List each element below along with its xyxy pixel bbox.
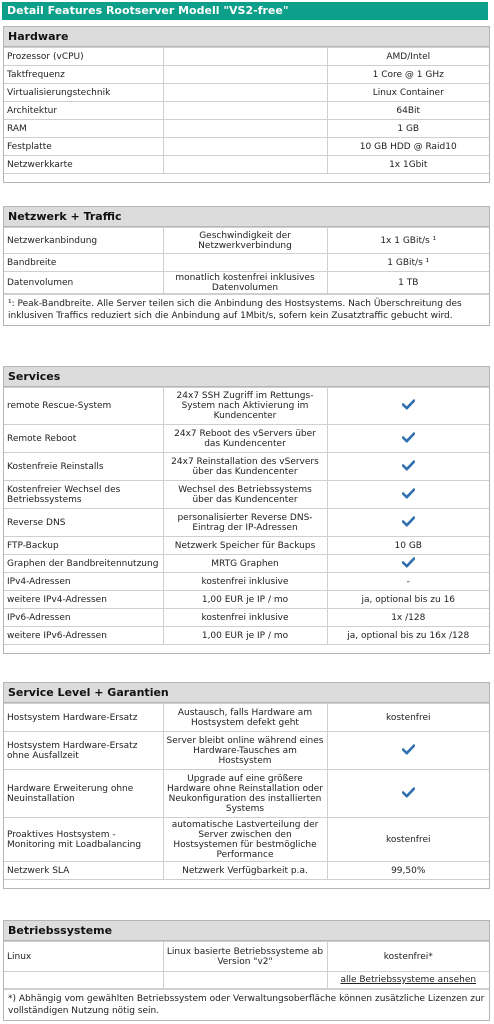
checkmark-icon bbox=[402, 399, 415, 410]
os-footnote: *) Abhängig vom gewählten Betriebssystem oder Verwaltungsoberfläche können zusätzliche Lizenzen zur vollständigen Nutzung nötig sein. bbox=[4, 989, 489, 1020]
row-description: 24x7 Reboot des vServers über das Kundencenter bbox=[163, 425, 327, 453]
os-link-empty-2 bbox=[163, 972, 327, 988]
row-value: kostenfrei bbox=[327, 704, 489, 732]
os-link-row bbox=[4, 972, 489, 989]
table-row bbox=[4, 573, 489, 591]
table-row bbox=[4, 862, 489, 880]
row-value: 1 GB bbox=[327, 120, 489, 138]
row-label: IPv4-Adressen bbox=[4, 573, 163, 591]
row-label: Prozessor (vCPU) bbox=[4, 48, 163, 66]
row-label: Remote Reboot bbox=[4, 425, 163, 453]
checkmark-icon bbox=[402, 516, 415, 527]
row-label: Taktfrequenz bbox=[4, 66, 163, 84]
row-label: Netzwerkanbindung bbox=[4, 228, 163, 254]
table-row bbox=[4, 425, 489, 453]
hardware-section bbox=[3, 26, 490, 183]
row-description: Austausch, falls Hardware am Hostsystem defekt geht bbox=[163, 704, 327, 732]
table-row bbox=[4, 84, 489, 102]
row-label: Datenvolumen bbox=[4, 272, 163, 294]
row-label: FTP-Backup bbox=[4, 537, 163, 555]
table-row bbox=[4, 138, 489, 156]
table-row bbox=[4, 120, 489, 138]
row-value bbox=[327, 509, 489, 537]
row-description: Server bleibt online während eines Hardware-Tausches am Hostsystem bbox=[163, 732, 327, 770]
row-label: Hostsystem Hardware-Ersatz bbox=[4, 704, 163, 732]
table-row bbox=[4, 942, 489, 972]
checkmark-icon bbox=[402, 787, 415, 798]
row-description: 1,00 EUR je IP / mo bbox=[163, 591, 327, 609]
table-row bbox=[4, 704, 489, 732]
row-label: Linux bbox=[4, 942, 163, 972]
page-title: Detail Features Rootserver Modell "VS2-free" bbox=[2, 2, 488, 20]
hardware-heading: Hardware bbox=[4, 27, 489, 47]
row-description bbox=[163, 156, 327, 174]
row-value: ja, optional bis zu 16x /128 bbox=[327, 627, 489, 645]
row-description bbox=[163, 138, 327, 156]
row-label: Architektur bbox=[4, 102, 163, 120]
row-description: Netzwerk Verfügbarkeit p.a. bbox=[163, 862, 327, 880]
row-description: 1,00 EUR je IP / mo bbox=[163, 627, 327, 645]
row-description: 24x7 Reinstallation des vServers über das Kundencenter bbox=[163, 453, 327, 481]
row-description bbox=[163, 102, 327, 120]
row-value: AMD/Intel bbox=[327, 48, 489, 66]
table-row bbox=[4, 627, 489, 645]
table-row bbox=[4, 156, 489, 174]
table-row bbox=[4, 555, 489, 573]
row-label: RAM bbox=[4, 120, 163, 138]
row-description: Geschwindigkeit der Netzwerkverbindung bbox=[163, 228, 327, 254]
checkmark-icon bbox=[402, 744, 415, 755]
row-description: Upgrade auf eine größere Hardware ohne Reinstallation oder Neukonfiguration des installierten Systems bbox=[163, 770, 327, 818]
row-value bbox=[327, 555, 489, 573]
network-table bbox=[4, 227, 489, 294]
row-description: Linux basierte Betriebssysteme ab Version "v2" bbox=[163, 942, 327, 972]
row-value bbox=[327, 453, 489, 481]
row-description: Netzwerk Speicher für Backups bbox=[163, 537, 327, 555]
row-value: - bbox=[327, 573, 489, 591]
os-link-cell bbox=[327, 972, 489, 988]
row-value bbox=[327, 770, 489, 818]
os-heading: Betriebssysteme bbox=[4, 921, 489, 941]
table-row bbox=[4, 770, 489, 818]
row-description bbox=[163, 66, 327, 84]
row-description bbox=[163, 84, 327, 102]
row-description: monatlich kostenfrei inklusives Datenvolumen bbox=[163, 272, 327, 294]
table-row bbox=[4, 48, 489, 66]
table-row bbox=[4, 272, 489, 294]
row-description: MRTG Graphen bbox=[163, 555, 327, 573]
row-value: ja, optional bis zu 16 bbox=[327, 591, 489, 609]
row-value: 1x 1Gbit bbox=[327, 156, 489, 174]
row-value: 1 GBit/s ¹ bbox=[327, 254, 489, 272]
row-label: Proaktives Hostsystem - Monitoring mit Loadbalancing bbox=[4, 818, 163, 862]
row-value: 10 GB HDD @ Raid10 bbox=[327, 138, 489, 156]
row-label: Netzwerkkarte bbox=[4, 156, 163, 174]
row-value: 99,50% bbox=[327, 862, 489, 880]
network-footnote: ¹: Peak-Bandbreite. Alle Server teilen sich die Anbindung des Hostsystems. Nach Überschreitung des inklusiven Traffics reduziert sich die Anbindung auf 1Mbit/s, sofern kein Zusatztraffic gebucht wird. bbox=[4, 294, 489, 325]
table-row bbox=[4, 481, 489, 509]
os-link-empty-1 bbox=[4, 972, 163, 988]
row-label: Netzwerk SLA bbox=[4, 862, 163, 880]
row-label: Virtualisierungstechnik bbox=[4, 84, 163, 102]
row-label: Hardware Erweiterung ohne Neuinstallation bbox=[4, 770, 163, 818]
table-row bbox=[4, 609, 489, 627]
checkmark-icon bbox=[402, 432, 415, 443]
row-value: 1x 1 GBit/s ¹ bbox=[327, 228, 489, 254]
services-section bbox=[3, 366, 490, 654]
row-description bbox=[163, 48, 327, 66]
table-row bbox=[4, 453, 489, 481]
table-row bbox=[4, 254, 489, 272]
row-value: 1 Core @ 1 GHz bbox=[327, 66, 489, 84]
row-description bbox=[163, 120, 327, 138]
row-value bbox=[327, 425, 489, 453]
row-value: 10 GB bbox=[327, 537, 489, 555]
row-value: kostenfrei* bbox=[327, 942, 489, 972]
hardware-table bbox=[4, 47, 489, 174]
row-label: weitere IPv4-Adressen bbox=[4, 591, 163, 609]
all-os-link[interactable]: alle Betriebssysteme ansehen bbox=[340, 974, 477, 985]
checkmark-icon bbox=[402, 488, 415, 499]
row-description: Wechsel des Betriebssystems über das Kundencenter bbox=[163, 481, 327, 509]
row-label: Festplatte bbox=[4, 138, 163, 156]
checkmark-icon bbox=[402, 460, 415, 471]
row-label: Kostenfreier Wechsel des Betriebssystems bbox=[4, 481, 163, 509]
row-label: IPv6-Adressen bbox=[4, 609, 163, 627]
row-value: 1x /128 bbox=[327, 609, 489, 627]
table-row bbox=[4, 66, 489, 84]
row-label: Hostsystem Hardware-Ersatz ohne Ausfallzeit bbox=[4, 732, 163, 770]
row-value bbox=[327, 732, 489, 770]
row-description: kostenfrei inklusive bbox=[163, 573, 327, 591]
table-row bbox=[4, 509, 489, 537]
row-label: Graphen der Bandbreitennutzung bbox=[4, 555, 163, 573]
row-label: Kostenfreie Reinstalls bbox=[4, 453, 163, 481]
os-section bbox=[3, 920, 490, 1021]
row-label: weitere IPv6-Adressen bbox=[4, 627, 163, 645]
row-description bbox=[163, 254, 327, 272]
sla-heading: Service Level + Garantien bbox=[4, 683, 489, 703]
row-value bbox=[327, 481, 489, 509]
table-row bbox=[4, 537, 489, 555]
services-table bbox=[4, 387, 489, 645]
row-value: 1 TB bbox=[327, 272, 489, 294]
os-table bbox=[4, 941, 489, 972]
network-heading: Netzwerk + Traffic bbox=[4, 207, 489, 227]
row-value: Linux Container bbox=[327, 84, 489, 102]
checkmark-icon bbox=[402, 557, 415, 568]
row-value: kostenfrei bbox=[327, 818, 489, 862]
row-label: Reverse DNS bbox=[4, 509, 163, 537]
table-row bbox=[4, 102, 489, 120]
row-label: remote Rescue-System bbox=[4, 388, 163, 425]
network-section bbox=[3, 206, 490, 326]
sla-section bbox=[3, 682, 490, 889]
table-row bbox=[4, 818, 489, 862]
services-heading: Services bbox=[4, 367, 489, 387]
row-value: 64Bit bbox=[327, 102, 489, 120]
table-row bbox=[4, 732, 489, 770]
table-row bbox=[4, 591, 489, 609]
table-row bbox=[4, 388, 489, 425]
row-description: kostenfrei inklusive bbox=[163, 609, 327, 627]
sla-table bbox=[4, 703, 489, 880]
row-description: automatische Lastverteilung der Server zwischen den Hostsystemen für bestmögliche Performance bbox=[163, 818, 327, 862]
row-label: Bandbreite bbox=[4, 254, 163, 272]
row-value bbox=[327, 388, 489, 425]
row-description: personalisierter Reverse DNS-Eintrag der IP-Adressen bbox=[163, 509, 327, 537]
table-row bbox=[4, 228, 489, 254]
row-description: 24x7 SSH Zugriff im Rettungs-System nach Aktivierung im Kundencenter bbox=[163, 388, 327, 425]
